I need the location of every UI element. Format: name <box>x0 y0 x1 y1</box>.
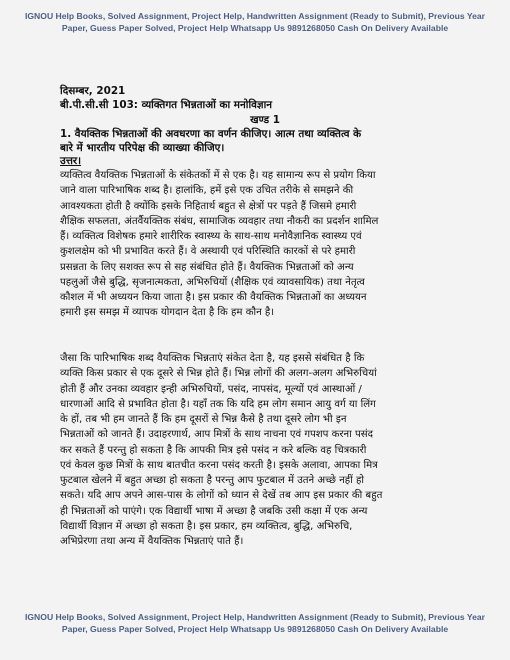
paragraph-line: प्रसन्नता के लिए सशक्त रूप से सह संबंधित होते हैं। वैयक्तिक भिन्नताओं को अन्य <box>60 261 354 273</box>
paragraph-line: कर सकते हैं परन्तु हो सकता है कि आपकी मित्र इसे पसंद न करे बल्कि वह चित्रकारी <box>60 444 367 456</box>
paragraph-line: जैसा कि पारिभाषिक शब्द वैयक्तिक भिन्नताएं संकेत देता है, यह इससे संबंधित है कि <box>60 353 365 364</box>
paragraph-line: हैं। व्यक्तित्व विशेषक हमारे शारीरिक स्वास्थ्य के साथ-साथ मनोवैज्ञानिक स्वास्थ्य एवं <box>60 231 362 242</box>
page-footer <box>20 611 490 635</box>
answer-paragraph-1 <box>60 168 468 321</box>
exam-date: दिसम्बर, 2021 <box>60 85 126 97</box>
paragraph-line: कौशल में भी अध्ययन किया जाता है। इस प्रकार की वैयक्तिक भिन्नताओं का अध्ययन <box>60 292 367 303</box>
paragraph-line: धारणाओं आदि से प्रभावित होता है। यहाँ तक कि यदि हम लोग समान आयु वर्ग या लिंग <box>60 398 376 410</box>
paragraph-line: पहलुओं जैसे बुद्धि, सृजनात्मकता, अभिरुचियों (शैक्षिक एवं व्यावसायिक) तथा नेतृत्व <box>60 276 365 288</box>
paragraph-line: ही भिन्नताओं को पाएंगे। एक विद्यार्थी भाषा में अच्छा है जबकि उसी कक्षा में एक अन्य <box>60 505 368 517</box>
paragraph-line: एवं केवल कुछ मित्रों के साथ बातचीत करना पसंद करती है। इसके अलावा, आपका मित्र <box>60 459 378 471</box>
paragraph-line: जाने वाला पारिभाषिक शब्द है। हालांकि, हमें इसे एक उचित तरीके से समझने की <box>60 185 354 197</box>
section-heading: खण्ड 1 <box>250 114 280 126</box>
footer-line: Paper, Guess Paper Solved, Project Help Whatsapp Us 9891268050 Cash On Delivery Available <box>61 624 449 634</box>
paragraph-line: व्यक्तित्व वैयक्तिक भिन्नताओं के संकेतकों में से एक है। यह सामान्य रूप से प्रयोग किया <box>60 170 376 181</box>
paragraph-line: होती हैं और उनका व्यवहार इन्ही अभिरुचियों, पसंद, नापसंद, मूल्यों एवं आस्थाओं / <box>60 383 362 395</box>
paragraph-line: आवश्यकता होती है क्योंकि इसके निहितार्थ बहुत से क्षेत्रों पर पड़ते हैं जिसमे हमारी <box>60 200 357 212</box>
paragraph-line: सकते। यदि आप अपने आस-पास के लोगों को ध्यान से देखें तब आप इस प्रकार की बहुत <box>60 490 383 502</box>
question-line: बारे में भारतीय परिपेक्ष की व्याख्या कीजिए। <box>60 142 225 154</box>
paragraph-line: हमारी इस समझ में व्यापक योगदान देता है कि हम कौन है। <box>60 307 275 319</box>
course-title: बी.पी.सी.सी 103: व्यक्तिगत भिन्नताओं का मनोविज्ञान <box>60 99 273 111</box>
question-line: 1. वैयक्तिक भिन्नताओं की अवधरणा का वर्णन कीजिए। आत्म तथा व्यक्तित्व के <box>60 128 362 140</box>
paragraph-line: भिन्नताओं को जानते हैं। उदाहरणार्थ, आप मित्रों के साथ नाचना एवं गपशप करना पसंद <box>60 429 373 441</box>
paragraph-line: विद्यार्थी विज्ञान में अच्छा हो सकता है। इस प्रकार, हम व्यक्तित्व, बुद्धि, अभिरुचि, <box>60 520 353 532</box>
footer-line: IGNOU Help Books, Solved Assignment, Project Help, Handwritten Assignment (Ready to Submit), Previous Year <box>24 612 486 622</box>
answer-paragraph-2 <box>60 351 468 549</box>
header-line: Paper, Guess Paper Solved, Project Help Whatsapp Us 9891268050 Cash On Delivery Available <box>61 23 449 33</box>
paragraph-line: शैक्षिक सफलता, अंतर्वैयक्तिक संबंध, सामाजिक व्यवहार तथा नौकरी का प्रदर्शन शामिल <box>60 215 379 227</box>
paragraph-line: कुशलक्षेम को भी प्रभावित करते हैं। वे अस्थायी एवं परिस्थिति कारकों से परे हमारी <box>60 246 356 258</box>
paragraph-line: व्यक्ति किस प्रकार से एक दूसरे से भिन्न होते हैं। भिन्न लोगों की अलग-अलग अभिरुचियां <box>60 368 377 380</box>
page-header <box>20 10 490 34</box>
question <box>60 127 470 155</box>
paragraph-line: अभिप्रेरणा तथा अन्य में वैयक्तिक भिन्नताएं पाते हैं। <box>60 536 244 547</box>
answer-label: उत्तर। <box>60 155 82 167</box>
paragraph-line: के हों, तब भी हम जानते हैं कि हम दूसरों से भिन्न कैसे है तथा दूसरे लोग भी इन <box>60 414 347 425</box>
paragraph-line: फुटबाल खेलने में बहुत अच्छा हो सकता है परन्तु आप फुटबाल में उतने अच्छे नहीं हो <box>60 475 365 486</box>
header-line: IGNOU Help Books, Solved Assignment, Project Help, Handwritten Assignment (Ready to Submit), Previous Year <box>24 11 486 21</box>
